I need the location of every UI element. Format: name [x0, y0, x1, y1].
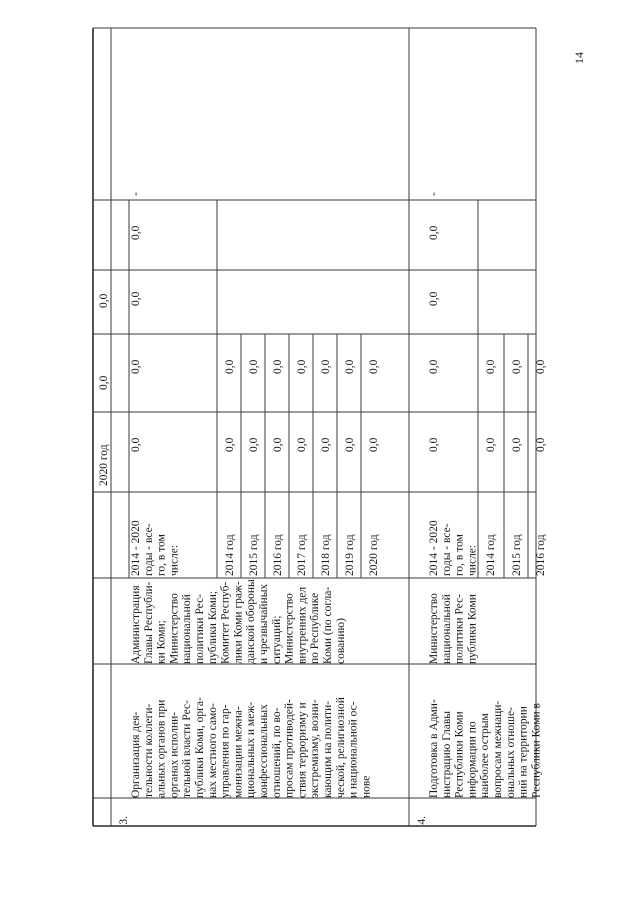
- executor-line: данской обороны: [245, 579, 258, 664]
- description-line: органах исполни-: [168, 711, 181, 798]
- dash-cell: -: [428, 192, 440, 196]
- description-line: нах местного само-: [206, 703, 219, 798]
- description-line: информации по: [466, 721, 479, 798]
- year-label: 2014 год: [485, 534, 497, 576]
- executor-line: публики Коми: [466, 594, 479, 664]
- year-value: 0,0: [368, 437, 380, 452]
- executor-line: ки Коми;: [155, 620, 168, 664]
- year-value: 0,0: [511, 359, 523, 374]
- description-line: вопросам межнаци-: [492, 700, 504, 798]
- executor-line: внутренних дел: [296, 586, 309, 664]
- description-line: ний на территории: [517, 706, 530, 798]
- description-line: и национальной ос-: [347, 701, 360, 798]
- executor-line: политики Рес-: [453, 593, 466, 664]
- year-value: 0,0: [344, 359, 356, 374]
- total-period-line: го, в том: [453, 534, 466, 576]
- total-period-line: годы - все-: [142, 523, 155, 576]
- description-line: Подготовка в Адми-: [428, 699, 440, 798]
- description-line: циональных и меж-: [245, 701, 258, 798]
- description-line: монизации межна-: [232, 706, 245, 798]
- year-value: 0,0: [224, 437, 236, 452]
- executor-line: и чрезвычайных: [258, 583, 270, 664]
- year-value: 0,0: [320, 359, 332, 374]
- year-value: 0,0: [248, 359, 260, 374]
- year-label: 2019 год: [344, 534, 356, 576]
- page-number: 14: [572, 52, 586, 64]
- value-cell: 0,0: [98, 293, 110, 308]
- year-label: 2017 год: [296, 534, 308, 576]
- description-line: ональных отноше-: [504, 707, 517, 798]
- total-value: 0,0: [428, 225, 440, 240]
- description-line: отношений, по во-: [270, 707, 283, 798]
- total-period-line: годы - все-: [440, 523, 453, 576]
- description-line: тельной власти Рес-: [181, 700, 194, 798]
- executor-line: лики Коми граж-: [232, 581, 245, 664]
- year-value: 0,0: [485, 359, 497, 374]
- executor-line: Коми (по согла-: [322, 586, 334, 664]
- description-line: конфессиональных: [258, 704, 270, 798]
- executor-line: сованию): [334, 618, 347, 664]
- total-period-line: 2014 - 2020: [130, 520, 142, 576]
- total-value: 0,0: [428, 437, 440, 452]
- year-value: 0,0: [344, 437, 356, 452]
- year-value: 0,0: [535, 437, 547, 452]
- year-value: 0,0: [248, 437, 260, 452]
- total-period-line: го, в том: [155, 534, 168, 576]
- total-value: 0,0: [130, 291, 142, 306]
- description-line: ческой, религиозной: [334, 697, 347, 798]
- year-value: 0,0: [320, 437, 332, 452]
- total-period-line: числе:: [168, 544, 181, 576]
- description-line: просам противодей-: [283, 699, 296, 798]
- description-line: Организация дея-: [130, 711, 142, 798]
- description-line: нистрацию Главы: [440, 711, 453, 798]
- year-value: 0,0: [296, 359, 308, 374]
- description-line: экстремизму, возни-: [309, 699, 322, 798]
- executor-line: публики Коми;: [206, 590, 219, 664]
- description-line: альных органов при: [155, 699, 168, 798]
- description-line: ствия терроризму и: [296, 702, 309, 798]
- year-value: 0,0: [535, 359, 547, 374]
- year-value: 0,0: [272, 437, 284, 452]
- year-label: 2015 год: [248, 534, 260, 576]
- total-period-line: числе:: [466, 544, 479, 576]
- period-label: 2020 год: [98, 444, 110, 486]
- year-value: 0,0: [485, 437, 497, 452]
- executor-line: Комитет Респуб-: [219, 581, 232, 664]
- row-number: 4.: [416, 816, 428, 825]
- year-label: 2016 год: [535, 534, 547, 576]
- executor-line: ситуаций;: [270, 615, 283, 664]
- dash-cell: -: [130, 192, 142, 196]
- executor-line: Главы Республи-: [142, 581, 155, 664]
- total-period-line: 2014 - 2020: [428, 520, 440, 576]
- year-label: 2016 год: [272, 534, 284, 576]
- description-line: Республики Коми в: [530, 703, 543, 798]
- year-value: 0,0: [224, 359, 236, 374]
- description-line: нове: [360, 775, 373, 798]
- description-line: публики Коми, орга-: [194, 697, 206, 798]
- total-value: 0,0: [130, 225, 142, 240]
- year-label: 2018 год: [320, 534, 332, 576]
- executor-line: Администрация: [130, 585, 142, 664]
- year-label: 2014 год: [224, 534, 236, 576]
- year-value: 0,0: [368, 359, 380, 374]
- description-line: управления по гар-: [219, 704, 232, 798]
- value-cell: 0,0: [98, 375, 110, 390]
- executor-line: Министерство: [283, 593, 296, 664]
- year-value: 0,0: [272, 359, 284, 374]
- year-value: 0,0: [511, 437, 523, 452]
- description-line: наиболее острым: [479, 713, 492, 798]
- year-label: 2020 год: [368, 534, 380, 576]
- total-value: 0,0: [428, 359, 440, 374]
- executor-line: национальной: [181, 594, 194, 664]
- executor-line: Министерство: [428, 593, 440, 664]
- description-line: Республики Коми: [453, 711, 466, 798]
- executor-line: политики Рес-: [194, 593, 206, 664]
- description-line: тельности коллеги-: [142, 703, 155, 798]
- executor-line: национальной: [440, 594, 453, 664]
- total-value: 0,0: [130, 359, 142, 374]
- row-number: 3.: [118, 816, 130, 825]
- total-value: 0,0: [428, 291, 440, 306]
- executor-line: по Республике: [309, 592, 322, 664]
- description-line: кающим на полити-: [322, 700, 334, 798]
- year-label: 2015 год: [511, 534, 523, 576]
- executor-line: Министерство: [168, 593, 181, 664]
- year-value: 0,0: [296, 437, 308, 452]
- total-value: 0,0: [130, 437, 142, 452]
